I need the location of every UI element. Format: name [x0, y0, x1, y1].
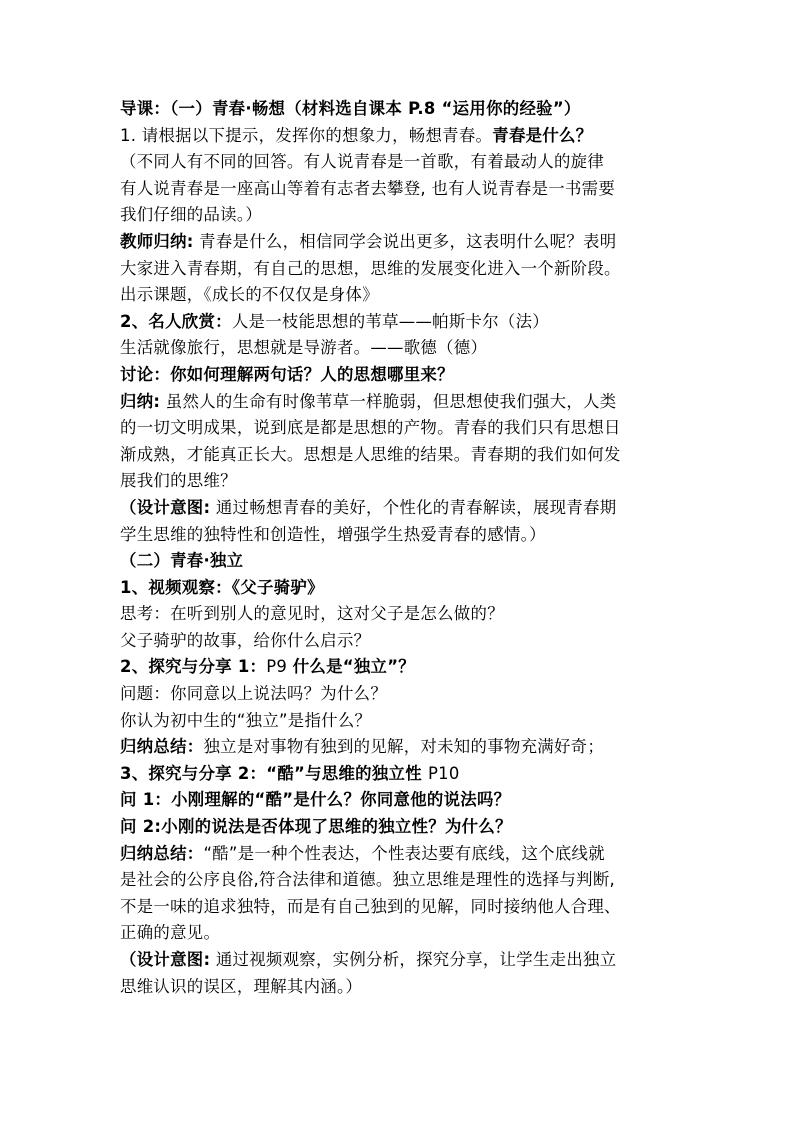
text-run: 问题：你同意以上说法吗？为什么？	[120, 684, 388, 704]
bold-text-run: 2、探究与分享 1：	[120, 657, 267, 677]
bold-text-run: 归纳:	[120, 391, 161, 411]
text-line	[120, 309, 680, 336]
text-line	[120, 681, 680, 708]
text-line	[120, 202, 680, 229]
text-run: 大家进入青春期，有自己的思想，思维的发展变化进入一个新阶段。	[120, 258, 621, 278]
document-page	[120, 96, 680, 1000]
text-run: （不同人有不同的回答。有人说青春是一首歌，有着最动人的旋律	[120, 152, 605, 172]
bold-text-run: 教师归纳:	[120, 231, 194, 251]
text-run: 思考：在听到别人的意见时，这对父子是怎么做的？	[120, 604, 504, 624]
bold-text-run: 归纳总结：	[120, 737, 204, 757]
bold-text-run: 问 2:小刚的说法是否体现了思维的独立性？为什么？	[120, 817, 512, 837]
bold-text-run: 青春是什么？	[492, 125, 593, 145]
bold-text-run: 3、探究与分享 2：“酷”与思维的独立性	[120, 763, 428, 783]
text-run: 不是一味的追求独特，而是有自己独到的见解，同时接纳他人合理、	[120, 896, 621, 916]
bold-text-run: 讨论：你如何理解两句话？人的思想哪里来？	[120, 364, 454, 384]
text-run: 是社会的公序良俗,符合法律和道德。独立思维是理性的选择与判断,	[120, 870, 616, 890]
text-line	[120, 522, 680, 549]
text-line	[120, 654, 680, 681]
text-run: 1. 请根据以下提示，发挥你的想象力，畅想青春。	[120, 125, 493, 145]
text-run: 的一切文明成果，说到底是都是思想的产物。青春的我们只有思想日	[120, 418, 621, 438]
text-run: 展我们的思维？	[120, 471, 237, 491]
text-run: P9	[266, 657, 293, 677]
text-line	[120, 787, 680, 814]
text-run: 虽然人的生命有时像苇草一样脆弱，但思想使我们强大，人类	[160, 391, 617, 411]
text-line	[120, 389, 680, 416]
text-line	[120, 920, 680, 947]
bold-text-run: 1、视频观察：《父子骑驴》	[120, 577, 324, 597]
text-line	[120, 362, 680, 389]
bold-text-run: （二）青春·独立	[120, 551, 244, 571]
text-line	[120, 947, 680, 974]
text-run: P10	[427, 763, 460, 783]
text-line	[120, 415, 680, 442]
text-run: 独立是对事物有独到的见解，对未知的事物充满好奇；	[203, 737, 605, 757]
text-line	[120, 734, 680, 761]
text-run: 父子骑驴的故事，给你什么启示？	[120, 630, 371, 650]
bold-text-run: 问 1：小刚理解的“酷”是什么？你同意他的说法吗？	[120, 790, 511, 810]
text-line	[120, 974, 680, 1001]
bold-text-run: 归纳总结：	[120, 843, 204, 863]
text-run: 青春是什么，相信同学会说出更多，这表明什么呢？表明	[193, 231, 617, 251]
text-run: 通过畅想青春的美好，个性化的青春解读，展现青春期	[210, 497, 617, 517]
text-line	[120, 495, 680, 522]
text-run: 学生思维的独特性和创造性，增强学生热爱青春的感情。）	[120, 524, 546, 544]
text-line	[120, 548, 680, 575]
text-line	[120, 761, 680, 788]
bold-text-run: （设计意图:	[120, 497, 211, 517]
bold-text-run: 2、名人欣赏：	[120, 311, 232, 331]
text-line	[120, 867, 680, 894]
text-line	[120, 841, 680, 868]
text-run: 生活就像旅行，思想就是导游者。——歌德（德）	[120, 338, 488, 358]
text-run: 你认为初中生的“独立”是指什么？	[120, 710, 372, 730]
text-line	[120, 335, 680, 362]
text-run: 通过视频观察，实例分析，探究分享，让学生走出独立	[210, 950, 617, 969]
text-line	[120, 601, 680, 628]
text-line	[120, 814, 680, 841]
text-run: 有人说青春是一座高山等着有志者去攀登, 也有人说青春是一书需要	[120, 178, 616, 198]
text-line	[120, 468, 680, 495]
text-line	[120, 123, 680, 150]
bold-text-run: 什么是“独立”？	[292, 657, 415, 677]
text-run: 思维认识的误区，理解其内涵。）	[120, 976, 363, 996]
text-line	[120, 894, 680, 921]
bold-text-run: （设计意图:	[120, 950, 211, 969]
text-run: 出示课题，《成长的不仅仅是身体》	[120, 285, 379, 305]
text-line	[120, 282, 680, 309]
text-run: 渐成熟，才能真正长大。思想是人思维的结果。青春期的我们如何发	[120, 444, 621, 464]
text-line	[120, 575, 680, 602]
text-line	[120, 149, 680, 176]
text-line	[120, 176, 680, 203]
text-line	[120, 442, 680, 469]
text-run: 正确的意见。	[120, 923, 221, 943]
text-line	[120, 708, 680, 735]
text-line	[120, 628, 680, 655]
text-line	[120, 229, 680, 256]
text-line	[120, 256, 680, 283]
bold-text-run: 导课：（一）青春·畅想（材料选自课本 P.8 “运用你的经验”）	[120, 99, 581, 118]
text-run: 我们仔细的品读。）	[120, 205, 263, 225]
text-line	[120, 96, 680, 123]
text-run: 人是一枝能思想的苇草——帕斯卡尔（法）	[231, 311, 549, 331]
text-run: “酷”是一种个性表达，个性表达要有底线，这个底线就	[203, 843, 605, 863]
